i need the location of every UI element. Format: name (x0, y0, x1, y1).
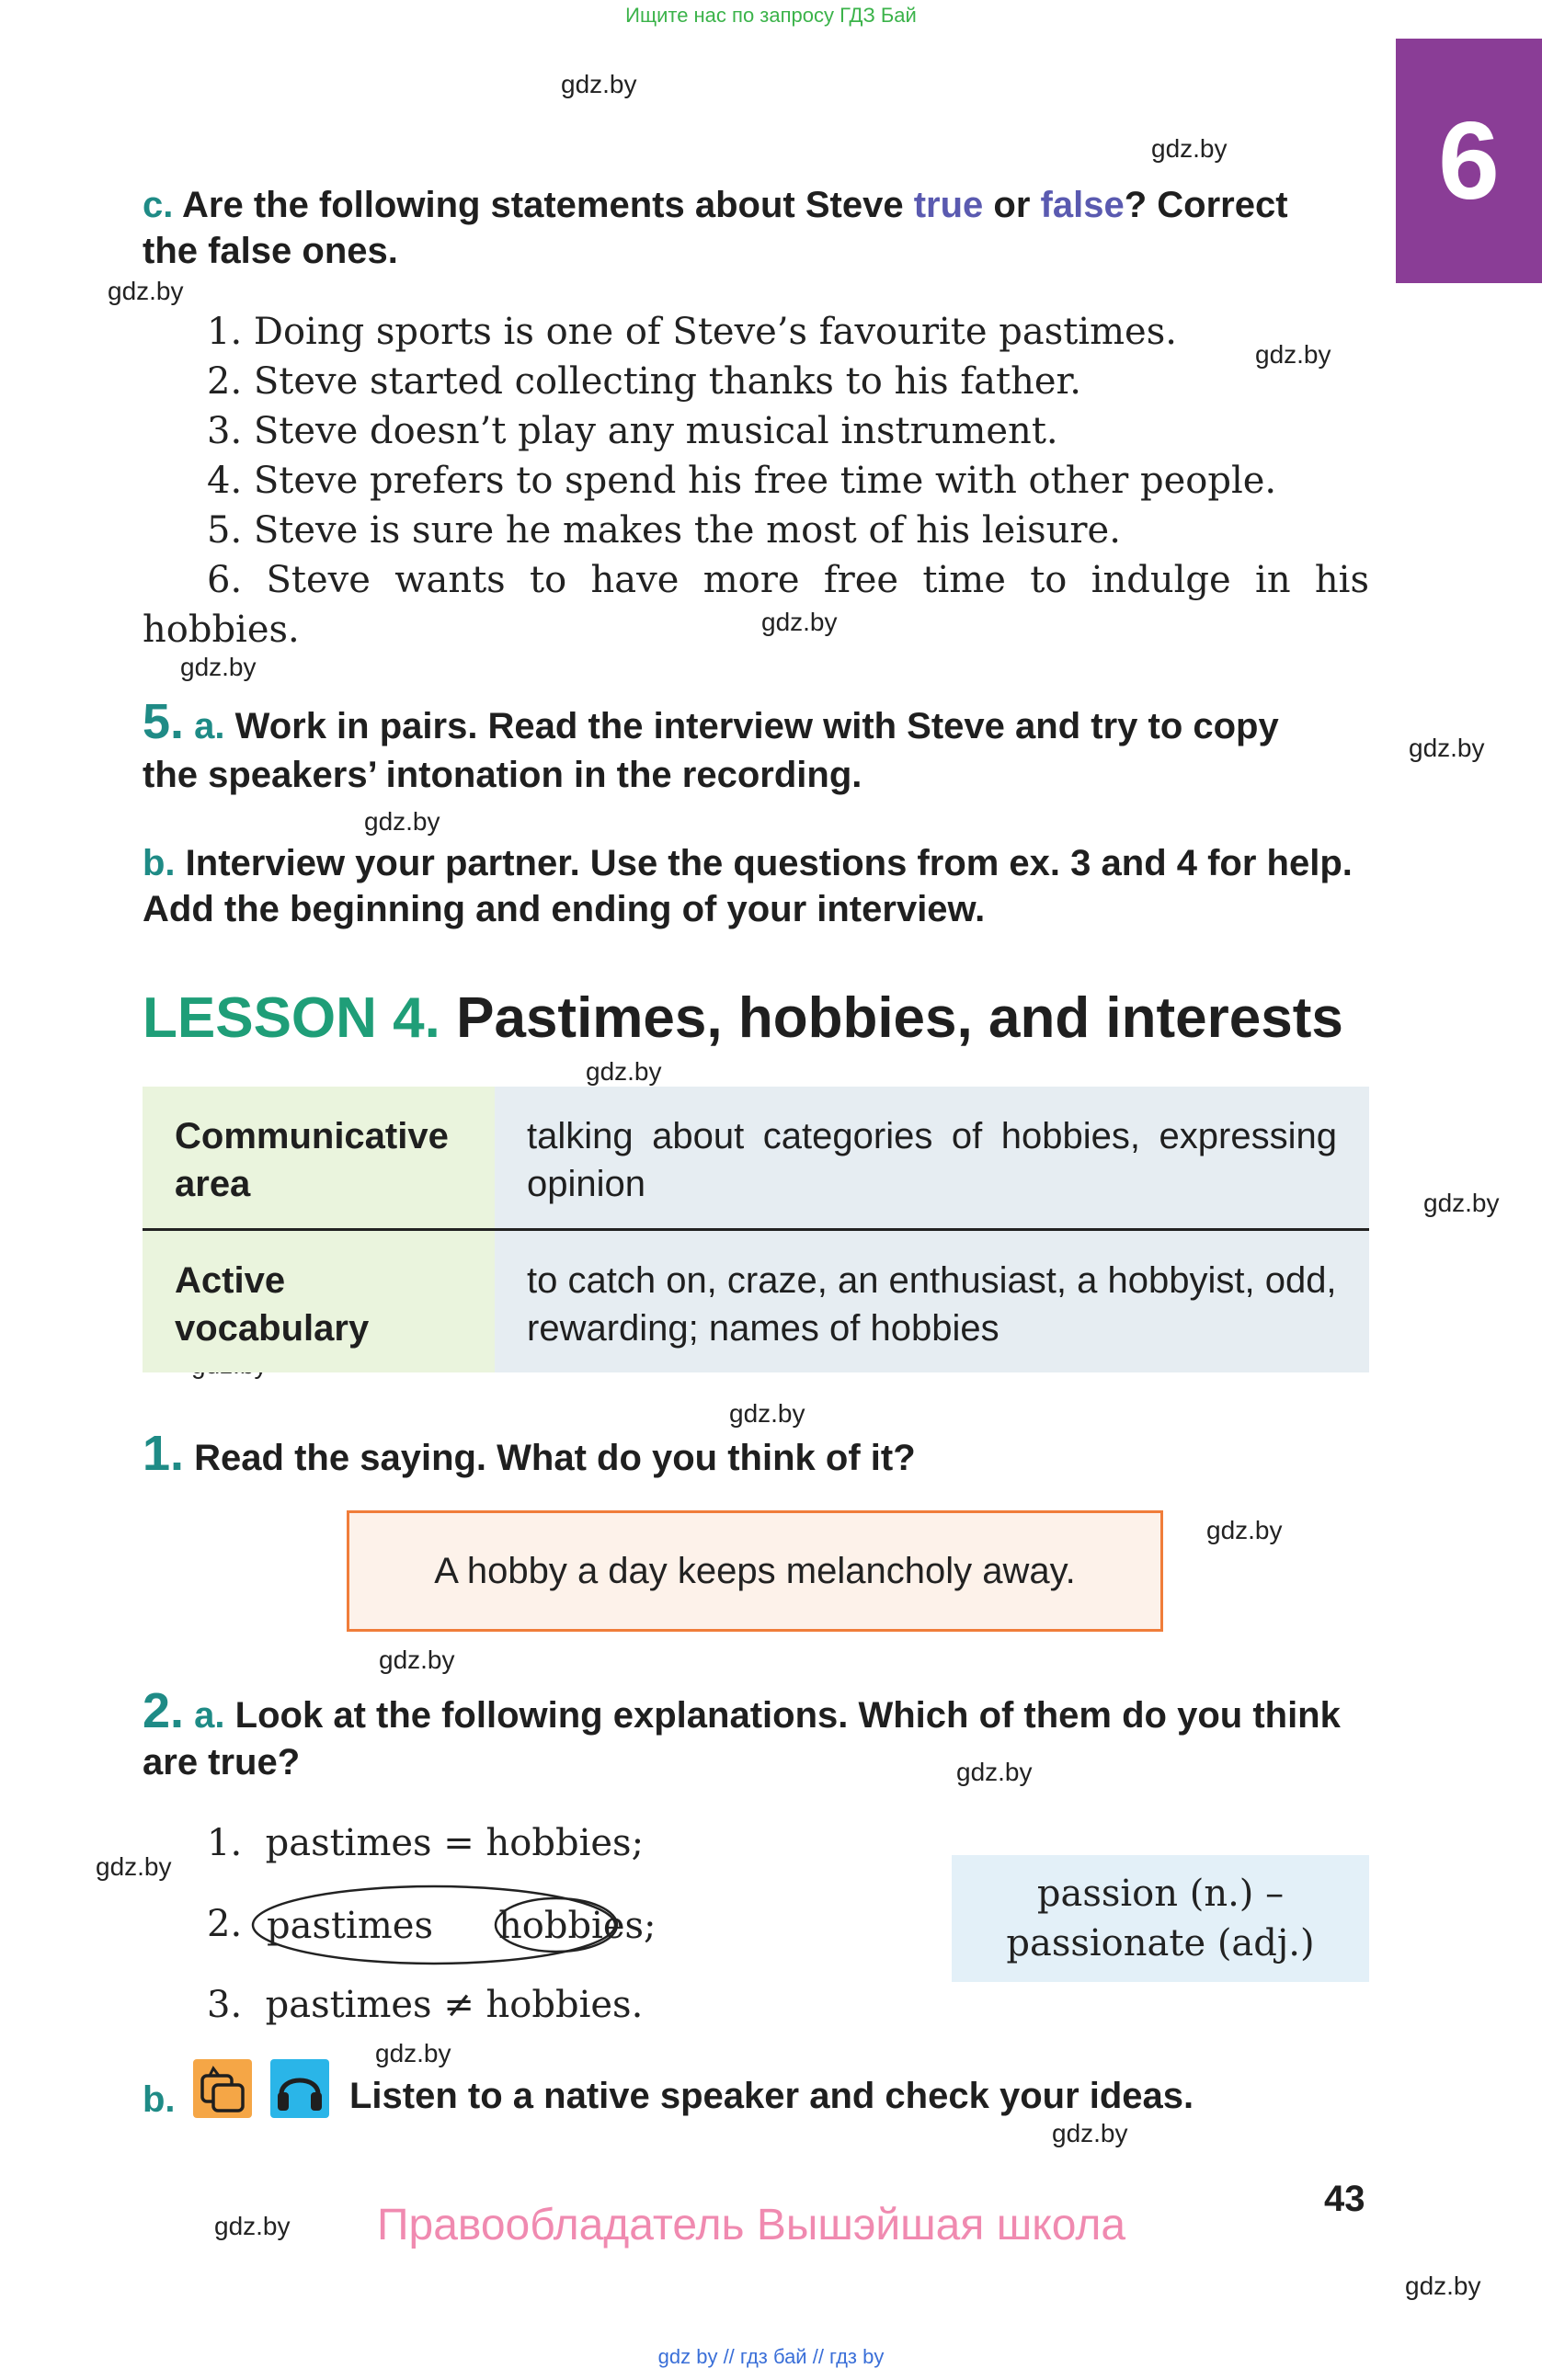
headphones-icon (270, 2059, 329, 2118)
saying-box: A hobby a day keeps melancholy away. (347, 1510, 1163, 1632)
ex2-a-instruction: 2. a. Look at the following explanations. Which of them do you think (143, 1683, 1341, 1738)
ex5-a-instruction: 5. a. Work in pairs. Read the interview with Steve and try to copy (143, 694, 1279, 749)
ex1-number: 1. (143, 1426, 185, 1481)
lesson-number: LESSON 4. (143, 986, 440, 1050)
statement-3: 3. Steve doesn’t play any musical instrument. (207, 410, 1058, 452)
watermark: gdz.by (1151, 134, 1228, 163)
watermark: gdz.by (1409, 734, 1485, 762)
statement-6-cont: hobbies. (143, 609, 300, 651)
watermark: gdz.by (1052, 2119, 1128, 2147)
ex2-b-label: b. (143, 2079, 176, 2120)
ex4c-instruction-line2: the false ones. (143, 231, 398, 271)
lesson-info-table (143, 1087, 1369, 1372)
explanation-2: 2. (207, 1903, 243, 1945)
ex2-a-line2: are true? (143, 1742, 301, 1782)
ex2-b-instruction: Listen to a native speaker and check your ideas. (349, 2076, 1194, 2116)
ex4c-label: c. (143, 185, 174, 225)
explanation-3: 3. pastimes ≠ hobbies. (207, 1984, 644, 2026)
statement-6: 6. Steve wants to have more free time to indulge in his (207, 559, 1369, 601)
diagram-pastimes: pastimes (267, 1905, 433, 1947)
bottom-banner[interactable]: gdz by // гдз бай // гдз by (657, 2345, 885, 2368)
lesson-title: Pastimes, hobbies, and interests (456, 986, 1343, 1050)
watermark: gdz.by (180, 653, 257, 681)
table-label: Communicative area (143, 1087, 495, 1230)
watermark: gdz.by (561, 70, 637, 98)
ex1-instruction: 1. Read the saying. What do you think of it? (143, 1426, 916, 1481)
watermark: gdz.by (364, 807, 440, 836)
page-number: 43 (1324, 2179, 1365, 2219)
vocab-note-line1: passion (n.) – (1036, 1873, 1285, 1915)
watermark: gdz.by (1423, 1189, 1500, 1217)
copyright-notice: Правообладатель Вышэйшая школа (377, 2201, 1126, 2249)
ex5-b-instruction: b. Interview your partner. Use the questions from ex. 3 and 4 for help. (143, 843, 1353, 883)
ex2-number: 2. (143, 1683, 185, 1738)
watermark: gdz.by (379, 1646, 455, 1674)
watermark: gdz.by (1255, 340, 1331, 369)
table-row (143, 1087, 1369, 1230)
table-row (143, 1230, 1369, 1373)
unit-tab: 6 (1396, 39, 1542, 283)
statement-4: 4. Steve prefers to spend his free time with other people. (207, 460, 1277, 502)
watermark: gdz.by (214, 2212, 291, 2240)
statement-2: 2. Steve started collecting thanks to his father. (207, 360, 1081, 403)
watermark: gdz.by (1405, 2272, 1481, 2300)
pair-work-icon (193, 2059, 252, 2118)
watermark: gdz.by (586, 1057, 662, 1086)
explanation-2-diagram (250, 1883, 657, 1969)
top-banner[interactable]: Ищите нас по запросу ГДЗ Бай (625, 4, 917, 27)
vocab-note-box (952, 1855, 1369, 1982)
ex5-b-line2: Add the beginning and ending of your interview. (143, 889, 986, 929)
watermark: gdz.by (761, 608, 838, 636)
ex4c-instruction: c. Are the following statements about Steve true or false? Correct (143, 185, 1288, 225)
vocab-note-line2: passionate (adj.) (1006, 1922, 1315, 1964)
table-value: to catch on, craze, an enthusiast, a hobbyist, odd, rewarding; names of hobbies (495, 1230, 1369, 1373)
watermark: gdz.by (375, 2039, 451, 2067)
watermark: gdz.by (1206, 1516, 1283, 1544)
ex5-number: 5. (143, 694, 185, 749)
statement-1: 1. Doing sports is one of Steve’s favourite pastimes. (207, 311, 1177, 353)
lesson-heading (143, 985, 1343, 1051)
statement-5: 5. Steve is sure he makes the most of his leisure. (207, 509, 1121, 552)
watermark: gdz.by (729, 1399, 805, 1428)
watermark: gdz.by (96, 1852, 172, 1881)
diagram-hobbies: hobbies; (498, 1905, 657, 1947)
table-value: talking about categories of hobbies, expressing opinion (495, 1087, 1369, 1230)
watermark: gdz.by (956, 1758, 1033, 1786)
watermark: gdz.by (108, 277, 184, 305)
explanation-1: 1. pastimes = hobbies; (207, 1822, 645, 1864)
table-label: Active vocabulary (143, 1230, 495, 1373)
ex5-a-line2: the speakers’ intonation in the recording. (143, 755, 862, 795)
